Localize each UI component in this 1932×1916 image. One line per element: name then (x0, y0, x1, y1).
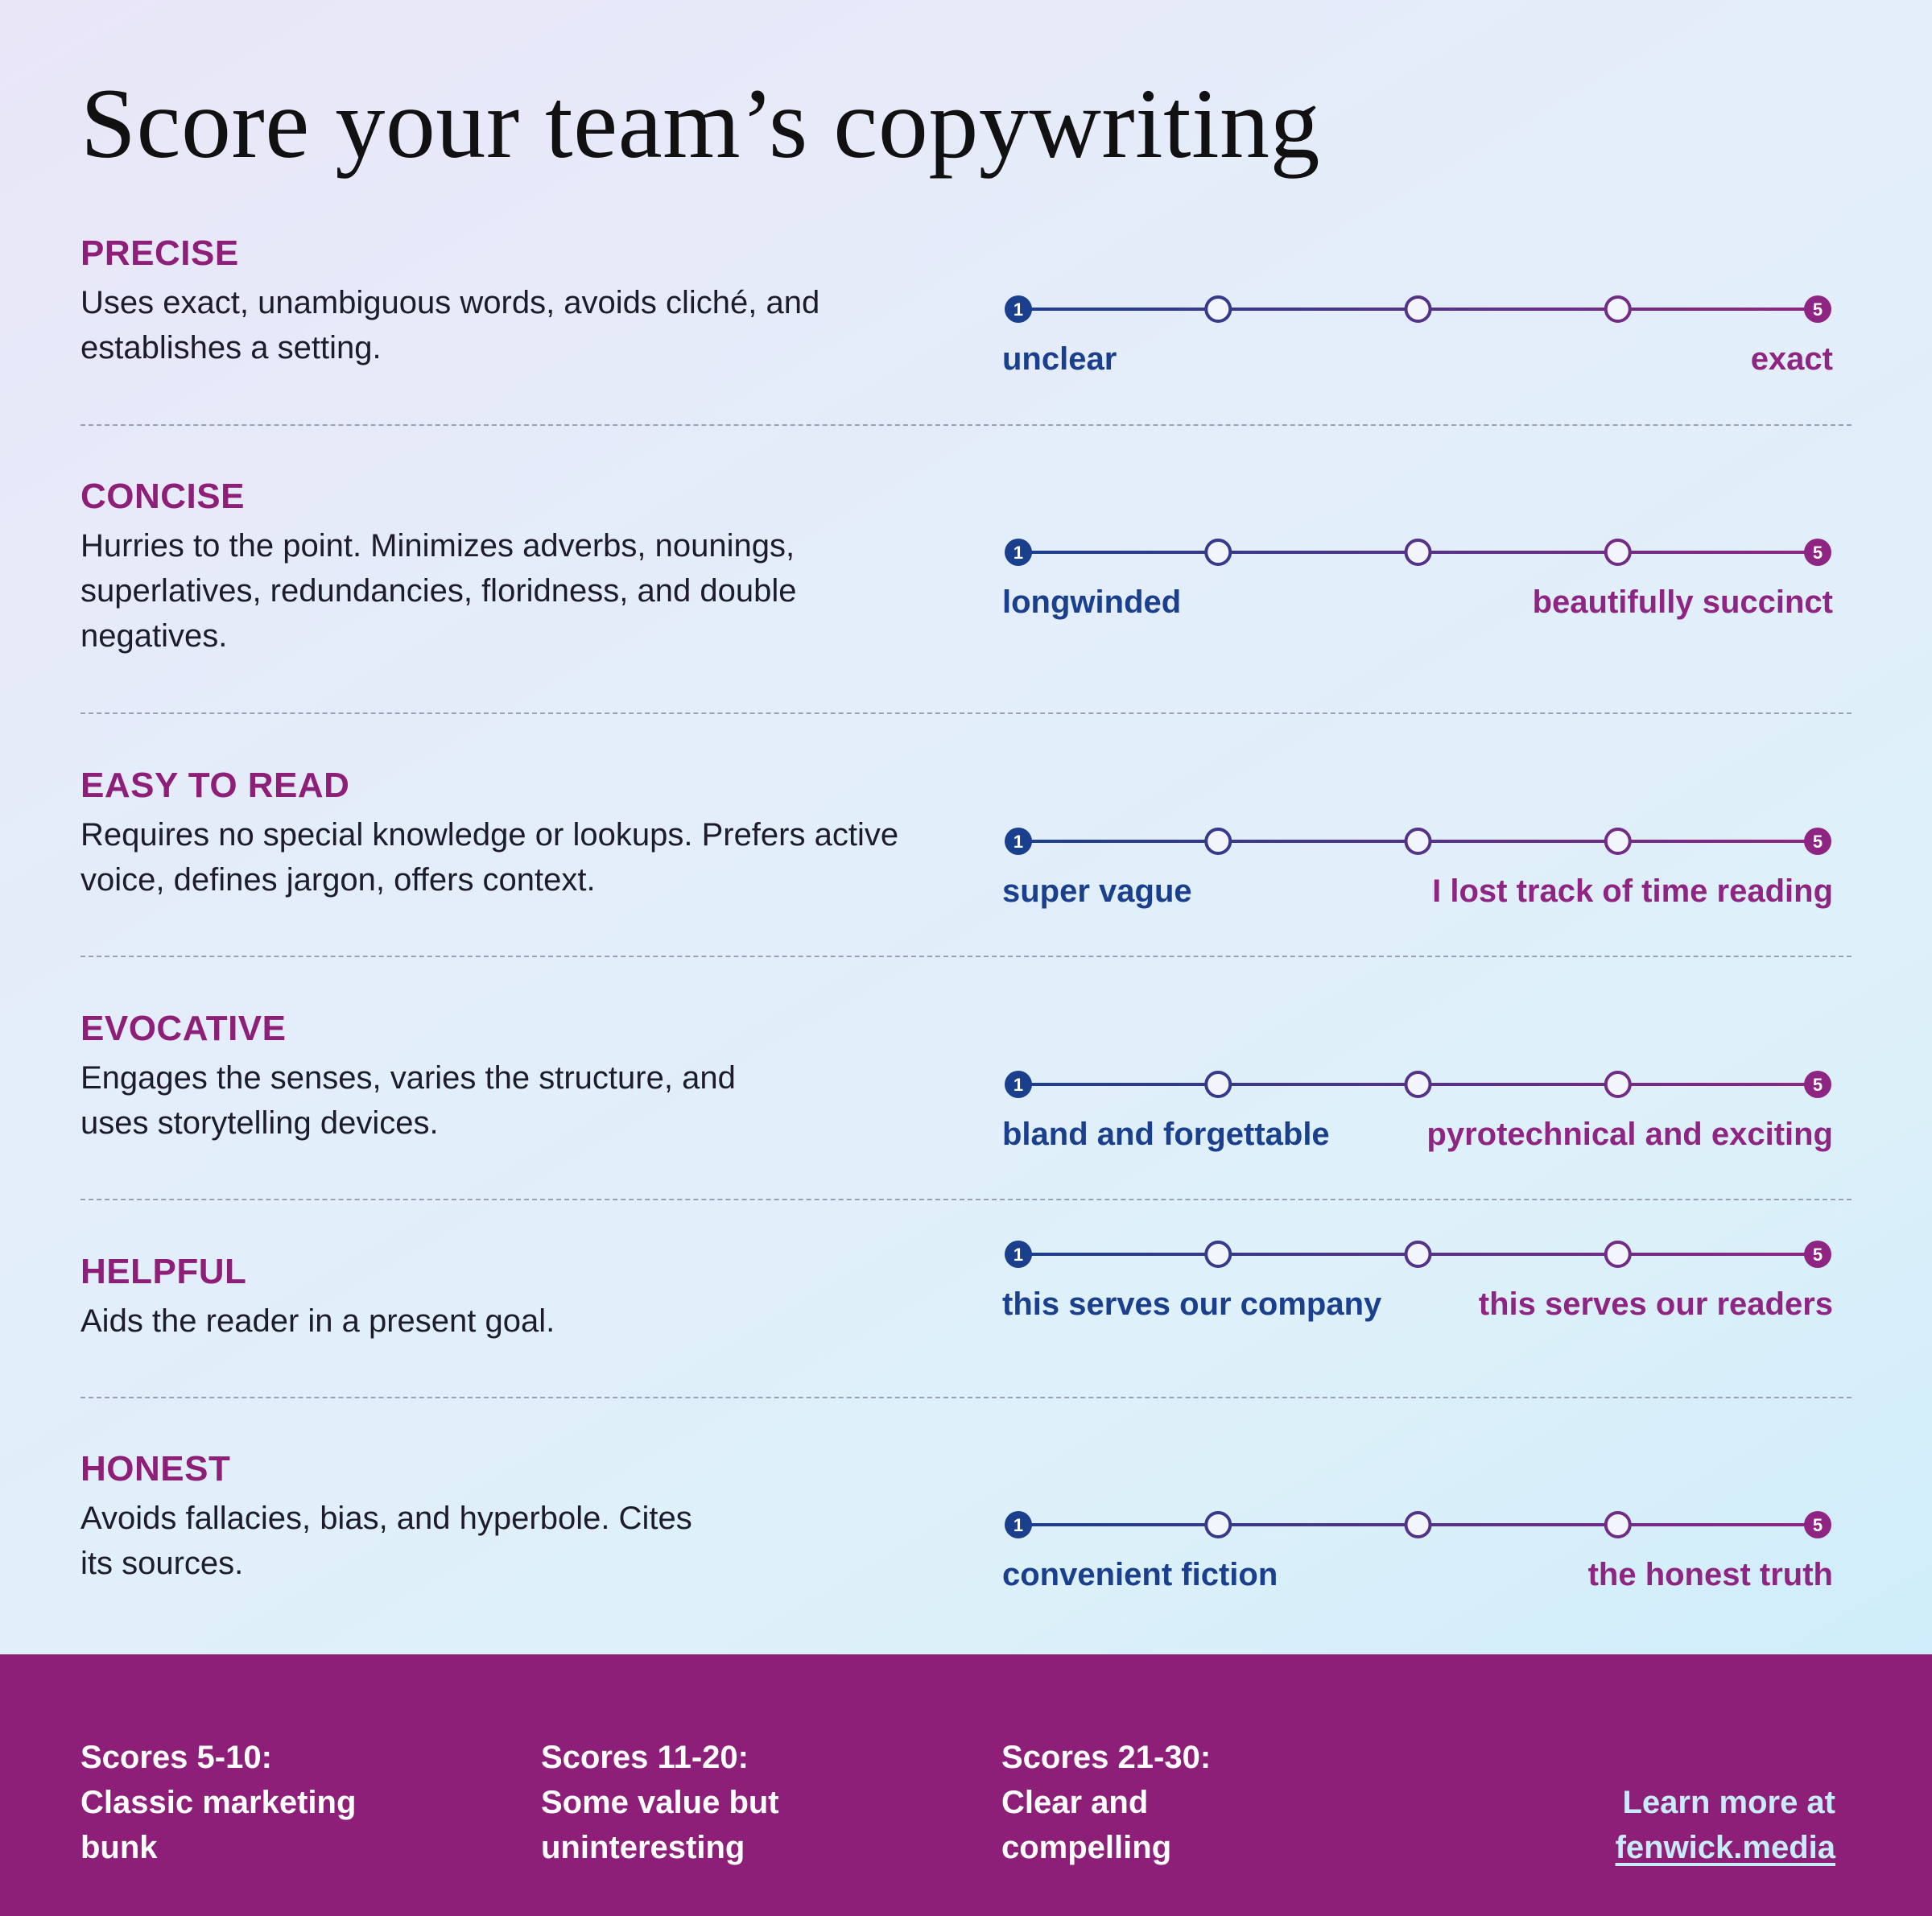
score-range-title: Scores 21-30: (1001, 1740, 1212, 1775)
learn-more-text: Learn more at (1622, 1785, 1835, 1820)
scale-start-number: 1 (1013, 1515, 1024, 1535)
scale-start-number: 1 (1013, 543, 1024, 563)
score-range-line: Clear and (1001, 1785, 1149, 1820)
scale-step-2[interactable] (1206, 297, 1230, 321)
rating-scale-track (990, 285, 1843, 333)
rating-scale (990, 1060, 1843, 1157)
rating-scale-track (990, 817, 1843, 865)
scale-step-4[interactable] (1606, 829, 1630, 853)
rating-scale-track (990, 1230, 1843, 1278)
scale-high-label: this serves our readers (1478, 1286, 1833, 1322)
scale-step-2[interactable] (1206, 540, 1230, 564)
score-range-line: Classic marketing (80, 1785, 357, 1820)
scale-end-number: 5 (1812, 543, 1823, 563)
scale-start-number: 1 (1013, 299, 1024, 320)
scale-end-number: 5 (1812, 1075, 1823, 1095)
scale-low-label: longwinded (1002, 584, 1182, 620)
scale-step-2[interactable] (1206, 1242, 1230, 1266)
scale-step-4[interactable] (1606, 1072, 1630, 1096)
scale-high-label: pyrotechnical and exciting (1426, 1117, 1833, 1152)
scale-low-label: super vague (1002, 873, 1192, 909)
scale-step-4[interactable] (1606, 297, 1630, 321)
scale-step-2[interactable] (1206, 1072, 1230, 1096)
criterion-title: CONCISE (80, 477, 245, 516)
section-divider (80, 712, 1852, 714)
score-range-line: compelling (1001, 1830, 1172, 1865)
scale-step-3[interactable] (1406, 829, 1430, 853)
scale-step-3[interactable] (1406, 1513, 1430, 1537)
scale-low-label: this serves our company (1002, 1286, 1382, 1322)
learn-more-link[interactable]: fenwick.media (1615, 1830, 1835, 1865)
learn-more (1616, 1780, 1835, 1870)
score-range-line: Some value but (541, 1785, 779, 1820)
scale-end-number: 5 (1812, 299, 1823, 320)
scale-start-number: 1 (1013, 1245, 1024, 1265)
rating-scale-track (990, 528, 1843, 576)
scale-start-number: 1 (1013, 1075, 1024, 1095)
scale-step-4[interactable] (1606, 1513, 1630, 1537)
scale-low-label: bland and forgettable (1002, 1117, 1330, 1152)
criterion-title: EASY TO READ (80, 766, 350, 805)
criterion-title: HONEST (80, 1449, 231, 1489)
section-divider (80, 1397, 1852, 1398)
scale-low-label: convenient fiction (1002, 1557, 1278, 1592)
scale-step-2[interactable] (1206, 1513, 1230, 1537)
score-range-low (80, 1735, 419, 1870)
section-divider (80, 424, 1852, 426)
score-range-mid (541, 1735, 879, 1870)
criterion-title: HELPFUL (80, 1252, 247, 1291)
criterion-title: EVOCATIVE (80, 1009, 287, 1048)
scale-high-label: beautifully succinct (1532, 584, 1833, 620)
criterion-description: Avoids fallacies, bias, and hyperbole. Cites its sources. (80, 1501, 692, 1581)
rating-scale (990, 1501, 1843, 1597)
score-range-line: bunk (80, 1830, 158, 1865)
criterion-description: Requires no special knowledge or lookups. Prefers active voice, defines jargon, offers context. (80, 817, 899, 898)
footer-banner (0, 1654, 1932, 1916)
scale-high-label: I lost track of time reading (1432, 873, 1833, 909)
scale-step-2[interactable] (1206, 829, 1230, 853)
rating-scale (990, 1230, 1843, 1327)
section-divider (80, 956, 1852, 957)
scale-end-number: 5 (1812, 1515, 1823, 1535)
scale-step-3[interactable] (1406, 540, 1430, 564)
section-divider (80, 1199, 1852, 1200)
criterion-description: Hurries to the point. Minimizes adverbs, nounings, superlatives, redundancies, floridness, and double negatives. (80, 528, 797, 654)
score-range-line: uninteresting (541, 1830, 745, 1865)
rating-scale (990, 285, 1843, 382)
criterion-title: PRECISE (80, 233, 239, 273)
score-range-high (1001, 1735, 1340, 1870)
page-title: Score your team’s copywriting (80, 68, 1321, 179)
rating-scale-track (990, 1501, 1843, 1549)
scale-end-number: 5 (1812, 832, 1823, 852)
scale-step-3[interactable] (1406, 297, 1430, 321)
scale-step-3[interactable] (1406, 1242, 1430, 1266)
criterion-description: Aids the reader in a present goal. (80, 1303, 555, 1339)
scale-low-label: unclear (1002, 341, 1117, 377)
scale-high-label: exact (1750, 341, 1833, 377)
scale-high-label: the honest truth (1587, 1557, 1833, 1592)
criterion-description: Engages the senses, varies the structure, and uses storytelling devices. (80, 1060, 736, 1141)
rating-scale (990, 817, 1843, 914)
score-range-title: Scores 11-20: (541, 1740, 749, 1775)
rating-scale-track (990, 1060, 1843, 1109)
criterion-description: Uses exact, unambiguous words, avoids cliché, and establishes a setting. (80, 285, 820, 365)
score-range-title: Scores 5-10: (80, 1740, 272, 1775)
scale-step-4[interactable] (1606, 540, 1630, 564)
scale-start-number: 1 (1013, 832, 1024, 852)
scale-step-4[interactable] (1606, 1242, 1630, 1266)
rating-scale (990, 528, 1843, 625)
scale-end-number: 5 (1812, 1245, 1823, 1265)
scale-step-3[interactable] (1406, 1072, 1430, 1096)
